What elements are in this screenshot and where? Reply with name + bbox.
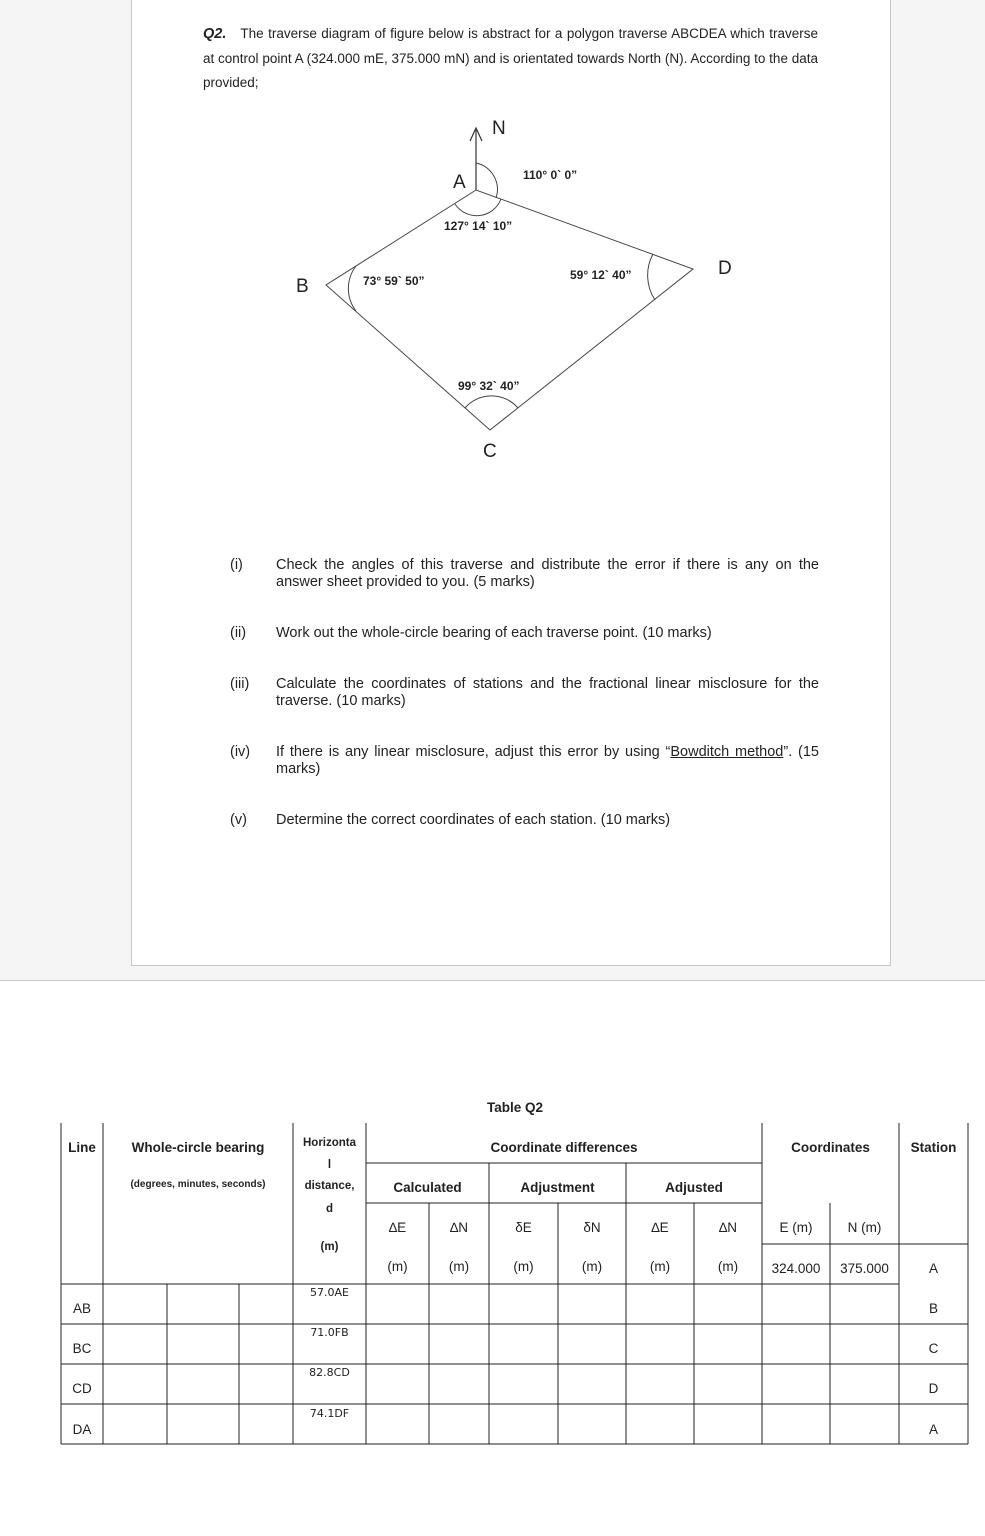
- header-e: E (m): [779, 1220, 813, 1235]
- question-intro: [203, 22, 818, 96]
- unit-label: (m): [513, 1259, 534, 1274]
- task-number: (v): [230, 812, 247, 828]
- unit-label: (m): [387, 1259, 408, 1274]
- row-distance: 57.0AE: [310, 1286, 349, 1299]
- question-number: Q2.: [203, 26, 227, 42]
- row-line: AB: [72, 1301, 91, 1316]
- angle-arc-B: [348, 266, 356, 311]
- row-distance: 74.1DF: [309, 1407, 350, 1420]
- point-label-a: A: [453, 172, 466, 193]
- angle-label-north: 110° 0` 0”: [523, 168, 578, 182]
- unit-label: (m): [581, 1259, 603, 1274]
- row-station: B: [928, 1301, 938, 1316]
- angle-arc-A: [455, 199, 501, 216]
- header-wcb-sub: (degrees, minutes, seconds): [130, 1179, 266, 1190]
- row-distance: 71.0FB: [310, 1326, 349, 1339]
- header-calc-dn: ∆N: [449, 1220, 468, 1235]
- task-number: (iii): [230, 676, 250, 692]
- row-line: CD: [72, 1381, 92, 1396]
- task-text: Check the angles of this traverse and distribute the error if there is any on the answer sheet provided to you. (5 marks): [276, 557, 819, 590]
- task-number: (iv): [230, 744, 251, 760]
- unit-label: (m): [448, 1259, 470, 1274]
- point-label-b: B: [296, 276, 309, 297]
- header-adjd-dn: ∆N: [718, 1220, 737, 1235]
- angle-label-a: 127° 14` 10”: [444, 219, 513, 233]
- unit-label: (m): [649, 1259, 671, 1274]
- start-station: A: [928, 1261, 938, 1276]
- row-station: D: [928, 1381, 939, 1396]
- task-text: [276, 744, 819, 778]
- task-number: (ii): [230, 625, 247, 641]
- header-adj-de: δE: [515, 1220, 532, 1235]
- point-label-d: D: [718, 258, 732, 279]
- header-adjustment: Adjustment: [520, 1180, 595, 1195]
- header-calculated: Calculated: [393, 1180, 462, 1195]
- header-distance-unit: (m): [320, 1241, 339, 1253]
- task-text-after: ”. (15 marks): [276, 744, 820, 777]
- row-line: DA: [72, 1422, 92, 1437]
- task-text: Work out the whole-circle bearing of each traverse point. (10 marks): [276, 625, 712, 641]
- angle-arc-north: [476, 163, 497, 198]
- header-distance-2: l: [327, 1159, 332, 1171]
- header-coordinate-differences: Coordinate differences: [490, 1140, 638, 1155]
- task-text: Determine the correct coordinates of each station. (10 marks): [276, 812, 671, 828]
- row-station: C: [928, 1341, 939, 1356]
- header-coordinates: Coordinates: [791, 1140, 870, 1155]
- north-label: N: [492, 118, 506, 139]
- header-wcb: Whole-circle bearing: [131, 1140, 265, 1155]
- traverse-diagram: [280, 108, 750, 468]
- header-calc-de: ∆E: [388, 1220, 407, 1235]
- header-line: Line: [68, 1140, 96, 1155]
- start-n: 375.000: [840, 1261, 889, 1276]
- task-text: Calculate the coordinates of stations and the fractional linear misclosure for the traverse. (10 marks): [276, 676, 819, 709]
- header-n: N (m): [847, 1220, 882, 1235]
- row-station: A: [928, 1422, 938, 1437]
- angle-arc-D: [648, 254, 655, 300]
- angle-arc-C: [465, 396, 518, 408]
- angle-label-b: 73° 59` 50”: [363, 274, 425, 288]
- point-label-c: C: [483, 441, 497, 462]
- header-distance-4: d: [325, 1203, 334, 1215]
- row-distance: 82.8CD: [309, 1366, 350, 1379]
- header-adjd-de: ∆E: [651, 1220, 669, 1235]
- task-text-before: If there is any linear misclosure, adjust this error by using “: [276, 744, 671, 760]
- header-distance-1: Horizonta: [302, 1137, 357, 1149]
- question-intro-text: The traverse diagram of figure below is abstract for a polygon traverse ABCDEA which traverse at control point A (324.000 mE, 375.000 mN) and is orientated towards North (N). According to the data provided;: [203, 26, 818, 90]
- page-2: [0, 981, 985, 1536]
- header-station: Station: [910, 1140, 957, 1155]
- table-caption: Table Q2: [486, 1100, 544, 1115]
- unit-label: (m): [717, 1259, 739, 1274]
- angle-label-d: 59° 12` 40”: [570, 268, 632, 282]
- header-adj-dn: δN: [583, 1220, 601, 1235]
- task-number: (i): [230, 557, 243, 573]
- start-e: 324.000: [771, 1261, 821, 1276]
- header-distance-3: distance,: [304, 1180, 355, 1192]
- bowditch-method-link[interactable]: Bowditch method: [670, 744, 784, 760]
- header-adjusted: Adjusted: [665, 1180, 723, 1195]
- row-line: BC: [72, 1341, 92, 1356]
- angle-label-c: 99° 32` 40”: [458, 379, 520, 393]
